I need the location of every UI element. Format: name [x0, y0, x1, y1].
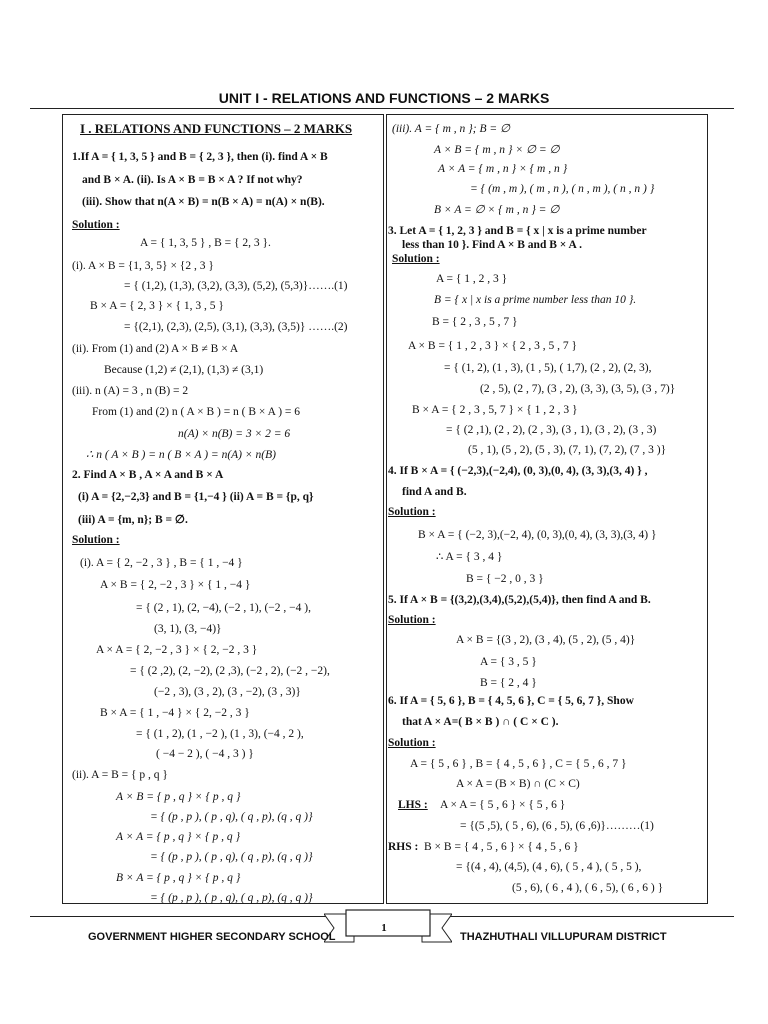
left_column-line: = { (2 ,2), (2, −2), (2 ,3), (−2 , 2), (−2 , −2), — [130, 665, 330, 677]
right_column-line: A = { 5 , 6 } , B = { 4 , 5 , 6 } , C = { 5 , 6 , 7 } — [410, 758, 627, 770]
left_column-line: B × A = { 1 , −4 } × { 2, −2 , 3 } — [100, 707, 250, 719]
right_column-line: = { (m , m ), ( m , n ), ( n , m ), ( n , n ) } — [470, 183, 655, 195]
left_column-line: Solution : — [72, 534, 120, 546]
page-title: UNIT I - RELATIONS AND FUNCTIONS – 2 MARKS — [218, 90, 550, 106]
left_column-line: A × B = { p , q } × { p , q } — [116, 791, 241, 803]
left_column-line: = { (1,2), (1,3), (3,2), (3,3), (5,2), (5,3)}…….(1) — [124, 280, 348, 292]
right_column-line: (5 , 6), ( 6 , 4 ), ( 6 , 5), ( 6 , 6 ) } — [512, 882, 664, 894]
right_column-line: B × A = { (−2, 3),(−2, 4), (0, 3),(0, 4), (3, 3),(3, 4) } — [418, 529, 657, 541]
left_column-line: (iii). Show that n(A × B) = n(B × A) = n(A) × n(B). — [82, 196, 325, 208]
left_column-line: (3, 1), (3, −4)} — [154, 623, 222, 635]
left_column-line: (iii). n (A) = 3 , n (B) = 2 — [72, 385, 189, 397]
left_column-line: From (1) and (2) n ( A × B ) = n ( B × A ) = 6 — [92, 406, 301, 418]
right_column-line: A × A = { m , n } × { m , n } — [438, 163, 568, 175]
right_column-line: = {(5 ,5), ( 5 , 6), (6 , 5), (6 ,6)}………(1) — [460, 820, 654, 832]
left_column-line: Solution : — [72, 219, 120, 231]
left_column-line: I . RELATIONS AND FUNCTIONS – 2 MARKS — [80, 121, 353, 136]
header-rule — [30, 108, 734, 109]
left_column-line: A × B = { 2, −2 , 3 } × { 1 , −4 } — [100, 579, 251, 591]
right_column-line: (5 , 1), (5 , 2), (5 , 3), (7, 1), (7, 2), (7 , 3 )} — [468, 444, 667, 456]
right_column-line: 5. If A × B = {(3,2),(3,4),(5,2),(5,4)}, then find A and B. — [388, 594, 651, 606]
right_column-line: A × A = { 5 , 6 } × { 5 , 6 } — [440, 799, 566, 811]
left_column-line: A = { 1, 3, 5 } , B = { 2, 3 }. — [140, 237, 271, 249]
left_column-line: = { (1 , 2), (1 , −2 ), (1 , 3), (−4 , 2 ), — [136, 728, 304, 740]
footer-school: GOVERNMENT HIGHER SECONDARY SCHOOL — [88, 931, 336, 943]
left_column-line: (ii). From (1) and (2) A × B ≠ B × A — [72, 343, 239, 355]
left_column-line: 2. Find A × B , A × A and B × A — [72, 469, 224, 481]
left_column-line: A × A = { p , q } × { p , q } — [116, 831, 241, 843]
left_column-line: (iii) A = {m, n}; B = ∅. — [78, 514, 188, 526]
left_column-line: = { (p , p ), ( p , q), ( q , p), (q , q )} — [150, 811, 313, 823]
footer-district: THAZHUTHALI VILLUPURAM DISTRICT — [460, 931, 667, 943]
right_column-line: B × B = { 4 , 5 , 6 } × { 4 , 5 , 6 } — [424, 841, 579, 853]
right_column-line: 6. If A = { 5, 6 }, B = { 4, 5, 6 }, C = { 5, 6, 7 }, Show — [388, 695, 634, 707]
left_column-line: (i). A = { 2, −2 , 3 } , B = { 1 , −4 } — [80, 557, 243, 569]
left_column-line: ( −4 − 2 ), ( −4 , 3 ) } — [156, 748, 254, 760]
right_column-line: less than 10 }. Find A × B and B × A . — [402, 239, 582, 251]
right_column-line: 3. Let A = { 1, 2, 3 } and B = { x | x is a prime number — [388, 225, 647, 237]
right_column-line: B = { 2 , 4 } — [480, 677, 537, 689]
right_column-line: Solution : — [392, 253, 440, 265]
right_column-line: B = { 2 , 3 , 5 , 7 } — [432, 316, 518, 328]
left-column-box — [62, 114, 384, 904]
right_column-line: B × A = { 2 , 3 , 5, 7 } × { 1 , 2 , 3 } — [412, 404, 578, 416]
right_column-line: B = { −2 , 0 , 3 } — [466, 573, 544, 585]
left_column-line: = { (p , p ), ( p , q), ( q , p), (q , q )} — [150, 892, 313, 904]
right_column-line: (2 , 5), (2 , 7), (3 , 2), (3, 3), (3, 5), (3 , 7)} — [480, 383, 676, 395]
left_column-line: = {(2,1), (2,3), (2,5), (3,1), (3,3), (3,5)} …….(2) — [124, 321, 348, 333]
left_column-line: = { (2 , 1), (2, −4), (−2 , 1), (−2 , −4 ), — [136, 602, 311, 614]
left_column-line: = { (p , p ), ( p , q), ( q , p), (q , q )} — [150, 851, 313, 863]
right_column-line: Solution : — [388, 614, 436, 626]
right_column-line: A × A = (B × B) ∩ (C × C) — [456, 778, 580, 790]
right_column-line: (iii). A = { m , n }; B = ∅ — [392, 123, 510, 135]
right_column-line: Solution : — [388, 506, 436, 518]
right_column-line: = {(4 , 4), (4,5), (4 , 6), ( 5 , 4 ), ( 5 , 5 ), — [456, 861, 642, 873]
left_column-line: (ii). A = B = { p , q } — [72, 769, 168, 781]
right_column-line: = { (1, 2), (1 , 3), (1 , 5), ( 1,7), (2 , 2), (2, 3), — [444, 362, 652, 374]
left_column-line: and B × A. (ii). Is A × B = B × A ? If not why? — [82, 174, 303, 186]
right_column-line: = { (2 ,1), (2 , 2), (2 , 3), (3 , 1), (3 , 2), (3 , 3) — [446, 424, 657, 436]
right_column-line: find A and B. — [402, 486, 467, 498]
right_column-line: A × B = {(3 , 2), (3 , 4), (5 , 2), (5 , 4)} — [456, 634, 636, 646]
right_column-line: B = { x | x is a prime number less than 10 }. — [434, 294, 637, 306]
left_column-line: (i). A × B = {1, 3, 5} × {2 , 3 } — [72, 260, 214, 272]
right_column-line: A × B = { 1 , 2 , 3 } × { 2 , 3 , 5 , 7 } — [408, 340, 578, 352]
left_column-line: Because (1,2) ≠ (2,1), (1,3) ≠ (3,1) — [104, 364, 264, 376]
right_column-line: ∴ A = { 3 , 4 } — [436, 551, 503, 563]
right_column-line: A × B = { m , n } × ∅ = ∅ — [434, 144, 560, 156]
left_column-line: n(A) × n(B) = 3 × 2 = 6 — [178, 428, 291, 440]
left_column-line: B × A = { p , q } × { p , q } — [116, 872, 241, 884]
right_column-line: RHS : — [388, 841, 419, 853]
right_column-line: LHS : — [398, 799, 428, 811]
page-number: 1 — [381, 922, 387, 934]
left_column-line: B × A = { 2, 3 } × { 1, 3 , 5 } — [90, 300, 224, 312]
left_column-line: (−2 , 3), (3 , 2), (3 , −2), (3 , 3)} — [154, 686, 301, 698]
right_column-line: 4. If B × A = { (−2,3),(−2,4), (0, 3),(0, 4), (3, 3),(3, 4) } , — [388, 465, 648, 477]
right_column-line: B × A = ∅ × { m , n } = ∅ — [434, 204, 560, 216]
right_column-line: A = { 1 , 2 , 3 } — [436, 273, 508, 285]
left_column-line: A × A = { 2, −2 , 3 } × { 2, −2 , 3 } — [96, 644, 258, 656]
right_column-line: A = { 3 , 5 } — [480, 656, 537, 668]
right_column-line: that A × A=( B × B ) ∩ ( C × C ). — [402, 716, 559, 728]
left_column-line: ∴ n ( A × B ) = n ( B × A ) = n(A) × n(B) — [86, 449, 276, 461]
left_column-line: (i) A = {2,−2,3} and B = {1,−4 } (ii) A = B = {p, q} — [78, 491, 314, 503]
right_column-line: Solution : — [388, 737, 436, 749]
left_column-line: 1.If A = { 1, 3, 5 } and B = { 2, 3 }, then (i). find A × B — [72, 151, 328, 163]
